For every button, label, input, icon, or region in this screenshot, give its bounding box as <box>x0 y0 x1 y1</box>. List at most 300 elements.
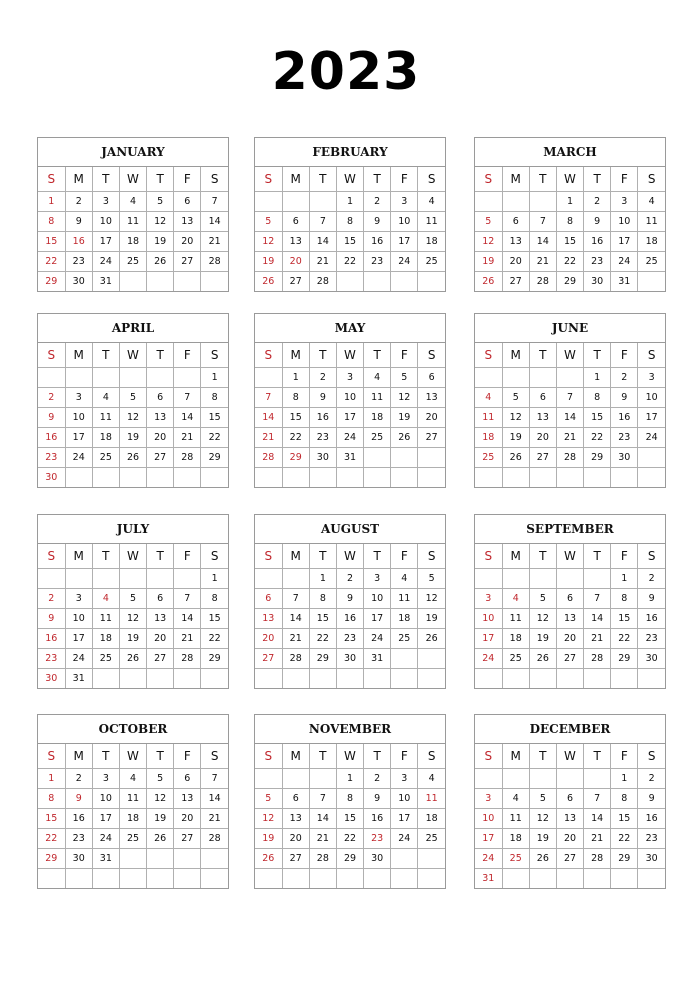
week-row <box>475 212 665 232</box>
week-row <box>475 829 665 849</box>
day-cell: 7 <box>201 769 228 789</box>
day-cell: 24 <box>475 849 502 869</box>
day-cell: 29 <box>611 649 638 669</box>
day-cell <box>556 669 583 689</box>
day-cell: 17 <box>364 609 391 629</box>
day-cell: 20 <box>255 629 282 649</box>
day-cell: 15 <box>309 609 336 629</box>
week-row <box>38 448 228 468</box>
weekday-header: S <box>418 544 445 569</box>
month-days-table <box>38 343 228 487</box>
day-cell <box>201 669 228 689</box>
week-row <box>475 629 665 649</box>
day-cell <box>92 669 119 689</box>
day-cell <box>255 468 282 488</box>
day-cell: 1 <box>611 769 638 789</box>
day-cell: 10 <box>92 212 119 232</box>
weekday-header: T <box>529 744 556 769</box>
month-days-table <box>38 544 228 688</box>
day-cell: 17 <box>391 232 418 252</box>
day-cell: 8 <box>309 589 336 609</box>
day-cell <box>147 368 174 388</box>
day-cell: 31 <box>475 869 502 889</box>
day-cell: 18 <box>502 629 529 649</box>
day-cell: 16 <box>611 408 638 428</box>
day-cell <box>418 448 445 468</box>
day-cell: 30 <box>65 272 92 292</box>
week-row <box>255 849 445 869</box>
day-cell <box>391 272 418 292</box>
day-cell: 3 <box>364 569 391 589</box>
month-february <box>254 137 446 292</box>
day-cell: 8 <box>38 212 65 232</box>
week-row <box>255 609 445 629</box>
weekday-header: T <box>309 343 336 368</box>
day-cell: 30 <box>638 849 665 869</box>
day-cell <box>638 272 665 292</box>
day-cell <box>309 468 336 488</box>
day-cell: 22 <box>336 252 363 272</box>
day-cell: 5 <box>255 212 282 232</box>
weekday-header: S <box>638 167 665 192</box>
weekday-header: W <box>119 544 146 569</box>
week-row <box>38 569 228 589</box>
day-cell: 21 <box>529 252 556 272</box>
day-cell: 24 <box>475 649 502 669</box>
week-row <box>475 428 665 448</box>
day-cell <box>119 569 146 589</box>
year-title: 2023 <box>271 42 421 102</box>
day-cell: 7 <box>584 589 611 609</box>
weekday-header: T <box>147 167 174 192</box>
week-row <box>475 252 665 272</box>
day-cell <box>147 468 174 488</box>
day-cell: 7 <box>255 388 282 408</box>
week-row <box>255 428 445 448</box>
day-cell <box>556 569 583 589</box>
day-cell: 9 <box>38 609 65 629</box>
day-cell: 6 <box>282 212 309 232</box>
day-cell <box>147 849 174 869</box>
day-cell: 15 <box>611 609 638 629</box>
day-cell <box>282 869 309 889</box>
day-cell: 2 <box>309 368 336 388</box>
day-cell <box>92 569 119 589</box>
weekday-header: S <box>638 544 665 569</box>
day-cell: 6 <box>147 388 174 408</box>
day-cell: 28 <box>309 849 336 869</box>
day-cell: 25 <box>92 649 119 669</box>
day-cell: 24 <box>611 252 638 272</box>
day-cell: 22 <box>38 829 65 849</box>
week-row <box>255 388 445 408</box>
day-cell: 22 <box>282 428 309 448</box>
day-cell: 23 <box>638 629 665 649</box>
day-cell: 8 <box>282 388 309 408</box>
day-cell <box>65 569 92 589</box>
month-april <box>37 313 229 488</box>
weekday-header: T <box>584 343 611 368</box>
day-cell: 1 <box>38 192 65 212</box>
day-cell <box>255 869 282 889</box>
week-row <box>38 849 228 869</box>
day-cell: 2 <box>584 192 611 212</box>
day-cell: 7 <box>201 192 228 212</box>
day-cell: 14 <box>556 408 583 428</box>
day-cell: 1 <box>556 192 583 212</box>
day-cell: 21 <box>174 428 201 448</box>
week-row <box>475 849 665 869</box>
day-cell <box>418 869 445 889</box>
weekday-header: M <box>282 544 309 569</box>
day-cell: 18 <box>418 232 445 252</box>
day-cell: 17 <box>336 408 363 428</box>
weekday-header: S <box>38 544 65 569</box>
weekday-header: S <box>201 544 228 569</box>
weekday-header: F <box>611 744 638 769</box>
day-cell: 14 <box>255 408 282 428</box>
day-cell <box>92 869 119 889</box>
day-cell: 26 <box>502 448 529 468</box>
day-cell <box>556 769 583 789</box>
day-cell: 15 <box>584 408 611 428</box>
weekday-header: S <box>475 544 502 569</box>
weekday-header: W <box>119 343 146 368</box>
day-cell: 16 <box>38 629 65 649</box>
weekday-header: W <box>336 167 363 192</box>
weekday-header: S <box>201 167 228 192</box>
day-cell: 8 <box>556 212 583 232</box>
day-cell: 17 <box>92 232 119 252</box>
day-cell: 13 <box>147 408 174 428</box>
day-cell: 20 <box>556 629 583 649</box>
day-cell: 6 <box>529 388 556 408</box>
weekday-header: F <box>174 167 201 192</box>
week-row <box>475 809 665 829</box>
month-days-table <box>475 167 665 291</box>
week-row <box>255 649 445 669</box>
day-cell: 9 <box>309 388 336 408</box>
weekday-header: M <box>282 167 309 192</box>
day-cell: 25 <box>502 649 529 669</box>
day-cell: 21 <box>255 428 282 448</box>
day-cell: 20 <box>174 809 201 829</box>
weekday-header: F <box>174 343 201 368</box>
week-row <box>38 252 228 272</box>
day-cell: 2 <box>38 388 65 408</box>
day-cell: 10 <box>391 212 418 232</box>
day-cell: 12 <box>255 232 282 252</box>
day-cell: 26 <box>119 649 146 669</box>
day-cell: 29 <box>201 448 228 468</box>
day-cell: 6 <box>174 192 201 212</box>
day-cell: 24 <box>336 428 363 448</box>
weekday-header: W <box>556 167 583 192</box>
day-cell: 14 <box>201 789 228 809</box>
day-cell: 26 <box>475 272 502 292</box>
weekday-header: S <box>638 343 665 368</box>
day-cell: 8 <box>611 589 638 609</box>
day-cell: 23 <box>364 252 391 272</box>
day-cell: 8 <box>201 589 228 609</box>
day-cell: 1 <box>282 368 309 388</box>
week-row <box>255 212 445 232</box>
week-row <box>475 232 665 252</box>
month-title: APRIL <box>38 314 228 343</box>
weekday-header: T <box>309 167 336 192</box>
day-cell: 27 <box>418 428 445 448</box>
day-cell: 18 <box>391 609 418 629</box>
day-cell: 13 <box>556 609 583 629</box>
week-row <box>38 669 228 689</box>
day-cell <box>418 272 445 292</box>
month-title: JANUARY <box>38 138 228 167</box>
week-row <box>255 629 445 649</box>
day-cell: 4 <box>638 192 665 212</box>
month-days-table <box>475 744 665 888</box>
day-cell <box>119 272 146 292</box>
day-cell: 3 <box>92 769 119 789</box>
weekday-header: S <box>38 167 65 192</box>
day-cell: 16 <box>336 609 363 629</box>
weekday-header: F <box>174 744 201 769</box>
day-cell: 9 <box>65 789 92 809</box>
day-cell: 29 <box>201 649 228 669</box>
day-cell: 24 <box>638 428 665 448</box>
day-cell <box>364 669 391 689</box>
day-cell <box>364 448 391 468</box>
week-row <box>38 468 228 488</box>
day-cell: 24 <box>364 629 391 649</box>
week-row <box>38 609 228 629</box>
day-cell: 19 <box>119 629 146 649</box>
day-cell: 27 <box>556 849 583 869</box>
day-cell: 7 <box>584 789 611 809</box>
day-cell: 29 <box>556 272 583 292</box>
day-cell: 28 <box>584 649 611 669</box>
day-cell: 15 <box>282 408 309 428</box>
week-row <box>255 829 445 849</box>
day-cell: 9 <box>38 408 65 428</box>
day-cell: 30 <box>638 649 665 669</box>
day-cell: 30 <box>364 849 391 869</box>
day-cell <box>38 368 65 388</box>
day-cell: 12 <box>147 789 174 809</box>
day-cell: 25 <box>364 428 391 448</box>
day-cell: 12 <box>502 408 529 428</box>
day-cell: 28 <box>201 829 228 849</box>
day-cell: 26 <box>529 649 556 669</box>
weekday-header: F <box>391 544 418 569</box>
day-cell <box>529 869 556 889</box>
day-cell: 13 <box>255 609 282 629</box>
day-cell: 9 <box>584 212 611 232</box>
day-cell <box>364 869 391 889</box>
day-cell <box>418 649 445 669</box>
day-cell: 6 <box>147 589 174 609</box>
day-cell: 4 <box>119 192 146 212</box>
day-cell <box>255 569 282 589</box>
day-cell <box>255 769 282 789</box>
day-cell: 3 <box>336 368 363 388</box>
day-cell: 6 <box>556 789 583 809</box>
day-cell: 22 <box>201 428 228 448</box>
day-cell: 5 <box>529 789 556 809</box>
weekday-header: S <box>38 343 65 368</box>
day-cell: 5 <box>147 769 174 789</box>
day-cell: 27 <box>174 829 201 849</box>
day-cell <box>556 468 583 488</box>
week-row <box>255 468 445 488</box>
week-row <box>475 589 665 609</box>
day-cell: 20 <box>418 408 445 428</box>
day-cell <box>475 569 502 589</box>
day-cell: 28 <box>201 252 228 272</box>
day-cell: 31 <box>65 669 92 689</box>
day-cell: 21 <box>201 232 228 252</box>
day-cell: 24 <box>391 829 418 849</box>
day-cell: 15 <box>201 609 228 629</box>
day-cell: 16 <box>65 809 92 829</box>
weekday-header: T <box>584 544 611 569</box>
day-cell: 12 <box>147 212 174 232</box>
day-cell: 27 <box>174 252 201 272</box>
day-cell <box>282 669 309 689</box>
day-cell: 25 <box>92 448 119 468</box>
day-cell: 4 <box>364 368 391 388</box>
day-cell: 17 <box>475 629 502 649</box>
day-cell: 28 <box>174 448 201 468</box>
month-title: DECEMBER <box>475 715 665 744</box>
day-cell: 12 <box>529 609 556 629</box>
day-cell: 2 <box>638 769 665 789</box>
day-cell: 4 <box>119 769 146 789</box>
month-title: MARCH <box>475 138 665 167</box>
week-row <box>475 869 665 889</box>
weekday-header: M <box>502 343 529 368</box>
day-cell: 3 <box>92 192 119 212</box>
month-june <box>474 313 666 488</box>
weekday-header: F <box>611 544 638 569</box>
day-cell <box>38 869 65 889</box>
weekday-header: T <box>364 744 391 769</box>
month-december <box>474 714 666 889</box>
day-cell <box>147 272 174 292</box>
day-cell: 25 <box>418 252 445 272</box>
week-row <box>475 408 665 428</box>
day-cell <box>174 468 201 488</box>
day-cell: 11 <box>638 212 665 232</box>
month-title: NOVEMBER <box>255 715 445 744</box>
day-cell: 18 <box>475 428 502 448</box>
day-cell: 10 <box>391 789 418 809</box>
weekday-header: W <box>336 343 363 368</box>
day-cell <box>309 192 336 212</box>
day-cell <box>611 468 638 488</box>
day-cell: 17 <box>638 408 665 428</box>
day-cell: 13 <box>282 232 309 252</box>
weekday-header: S <box>255 544 282 569</box>
day-cell: 26 <box>255 272 282 292</box>
day-cell <box>174 669 201 689</box>
day-cell: 16 <box>309 408 336 428</box>
month-september <box>474 514 666 689</box>
day-cell: 6 <box>174 769 201 789</box>
day-cell: 17 <box>92 809 119 829</box>
weekday-header: S <box>475 744 502 769</box>
day-cell <box>584 869 611 889</box>
weekday-header: W <box>336 744 363 769</box>
day-cell <box>418 468 445 488</box>
day-cell: 1 <box>611 569 638 589</box>
day-cell: 7 <box>556 388 583 408</box>
day-cell: 3 <box>611 192 638 212</box>
day-cell: 4 <box>475 388 502 408</box>
month-january <box>37 137 229 292</box>
day-cell: 30 <box>38 468 65 488</box>
day-cell: 6 <box>255 589 282 609</box>
week-row <box>38 629 228 649</box>
day-cell: 10 <box>638 388 665 408</box>
day-cell: 25 <box>418 829 445 849</box>
day-cell: 3 <box>65 388 92 408</box>
day-cell <box>502 669 529 689</box>
week-row <box>38 388 228 408</box>
day-cell <box>529 669 556 689</box>
day-cell: 1 <box>309 569 336 589</box>
day-cell <box>174 272 201 292</box>
day-cell: 8 <box>611 789 638 809</box>
day-cell: 29 <box>282 448 309 468</box>
day-cell: 17 <box>65 629 92 649</box>
month-title: JULY <box>38 515 228 544</box>
day-cell: 18 <box>92 629 119 649</box>
weekday-header: F <box>611 167 638 192</box>
day-cell: 8 <box>584 388 611 408</box>
day-cell: 19 <box>529 829 556 849</box>
day-cell <box>119 468 146 488</box>
day-cell: 23 <box>65 829 92 849</box>
day-cell: 6 <box>502 212 529 232</box>
day-cell: 11 <box>119 212 146 232</box>
weekday-header: M <box>282 744 309 769</box>
day-cell <box>502 769 529 789</box>
day-cell: 19 <box>529 629 556 649</box>
day-cell <box>119 869 146 889</box>
day-cell: 6 <box>556 589 583 609</box>
day-cell: 18 <box>418 809 445 829</box>
month-title: FEBRUARY <box>255 138 445 167</box>
day-cell: 30 <box>584 272 611 292</box>
weekday-header: T <box>364 167 391 192</box>
day-cell: 14 <box>282 609 309 629</box>
week-row <box>255 769 445 789</box>
weekday-header: M <box>502 744 529 769</box>
day-cell: 23 <box>638 829 665 849</box>
day-cell: 28 <box>309 272 336 292</box>
day-cell <box>282 468 309 488</box>
week-row <box>255 252 445 272</box>
day-cell: 9 <box>336 589 363 609</box>
day-cell <box>638 669 665 689</box>
day-cell: 9 <box>65 212 92 232</box>
weekday-header: W <box>556 744 583 769</box>
day-cell <box>65 368 92 388</box>
day-cell <box>475 468 502 488</box>
day-cell: 9 <box>364 789 391 809</box>
weekday-header: M <box>282 343 309 368</box>
week-row <box>255 408 445 428</box>
